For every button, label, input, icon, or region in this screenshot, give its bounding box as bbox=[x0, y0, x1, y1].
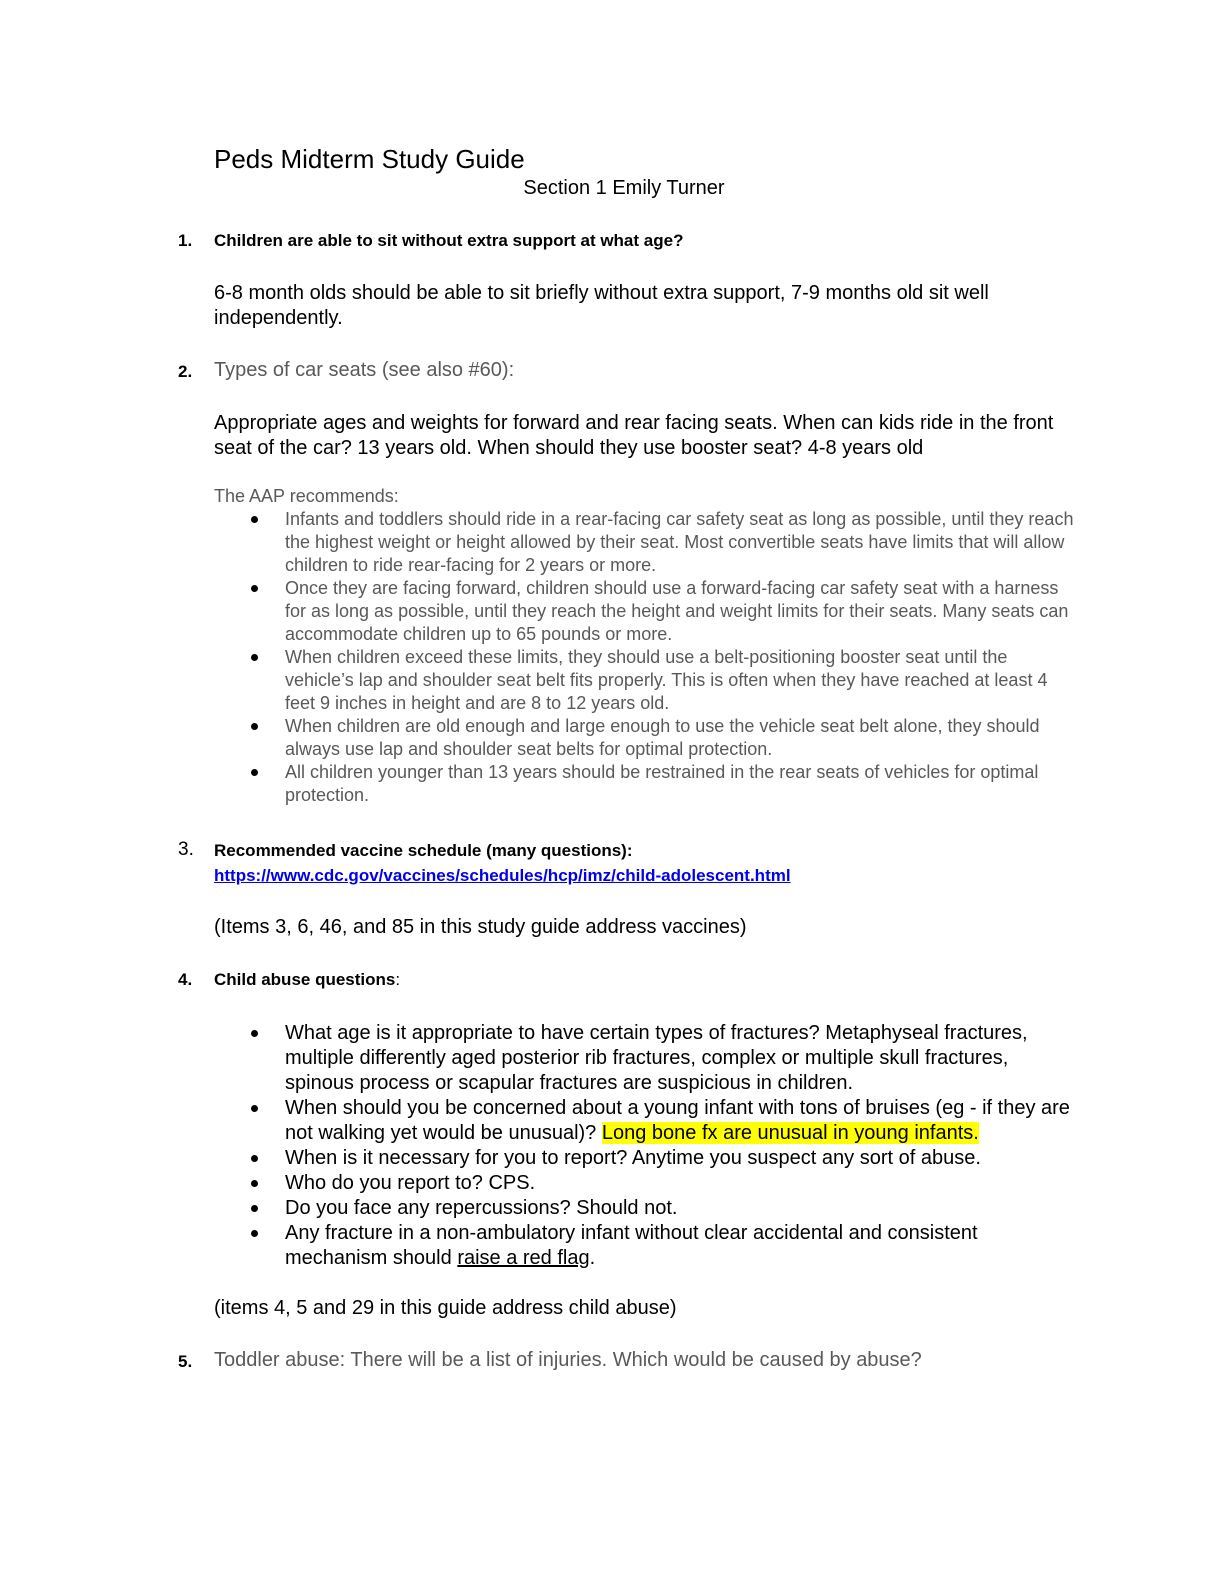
q3-question: Recommended vaccine schedule (many questions): bbox=[214, 841, 633, 860]
bullet-icon bbox=[251, 1105, 258, 1112]
list-item: Any fracture in a non-ambulatory infant without clear accidental and consistent mechanism should raise a red flag. bbox=[214, 1221, 1074, 1271]
bullet-icon bbox=[251, 1230, 258, 1237]
bullet-icon bbox=[251, 1155, 258, 1162]
list-item: Who do you report to? CPS. bbox=[214, 1171, 1074, 1196]
q1-number: 1. bbox=[178, 231, 193, 250]
underlined-text: raise a red flag bbox=[457, 1247, 590, 1269]
q1-answer: 6-8 month olds should be able to sit briefly without extra support, 7-9 months old sit well independently. bbox=[214, 282, 989, 329]
document-title: Peds Midterm Study Guide bbox=[214, 144, 525, 174]
list-item: Once they are facing forward, children should use a forward-facing car safety seat with a harness for as long as possible, until they reach the height and weight limits for their seats. Many seats can accommodate children up to 65 pounds or more. bbox=[214, 577, 1074, 646]
highlighted-text: Long bone fx are unusual in young infants. bbox=[601, 1122, 979, 1144]
vaccine-schedule-link[interactable]: https://www.cdc.gov/vaccines/schedules/hcp/imz/child-adolescent.html bbox=[214, 866, 791, 885]
q4-question: Child abuse questions bbox=[214, 970, 396, 989]
q3-link-wrap bbox=[214, 864, 791, 888]
list-item: What age is it appropriate to have certain types of fractures? Metaphyseal fractures, multiple differently aged posterior rib fractures, complex or multiple skull fractures, spinous process or scapular fractures are suspicious in children. bbox=[214, 1021, 1074, 1096]
q3-note: (Items 3, 6, 46, and 85 in this study guide address vaccines) bbox=[214, 916, 747, 938]
q4-note: (items 4, 5 and 29 in this guide address child abuse) bbox=[214, 1297, 677, 1319]
bullet-icon bbox=[251, 723, 258, 730]
q5-question: Toddler abuse: There will be a list of injuries. Which would be caused by abuse? bbox=[214, 1349, 922, 1371]
q2-aap-label: The AAP recommends: bbox=[214, 486, 399, 506]
bullet-icon bbox=[251, 1205, 258, 1212]
q4-bullet-list bbox=[214, 1021, 1074, 1271]
q2-text: Appropriate ages and weights for forward and rear facing seats. When can kids ride in the front seat of the car? 13 years old. When should they use booster seat? 4-8 years old bbox=[214, 412, 1054, 459]
q4-heading bbox=[214, 968, 400, 992]
bullet-icon bbox=[251, 1180, 258, 1187]
q2-number: 2. bbox=[178, 362, 193, 381]
bullet-icon bbox=[251, 769, 258, 776]
q3-number: 3. bbox=[178, 839, 194, 860]
bullet-icon bbox=[251, 516, 258, 523]
bullet-icon bbox=[251, 654, 258, 661]
document-subtitle: Section 1 Emily Turner bbox=[523, 177, 725, 199]
list-item: When is it necessary for you to report? Anytime you suspect any sort of abuse. bbox=[214, 1146, 1074, 1171]
list-item: Infants and toddlers should ride in a rear-facing car safety seat as long as possible, until they reach the highest weight or height allowed by their seat. Most convertible seats have limits that will allow children to ride rear-facing for 2 years or more. bbox=[214, 508, 1074, 577]
list-item: When should you be concerned about a young infant with tons of bruises (eg - if they are not walking yet would be unusual)? Long bone fx are unusual in young infants. bbox=[214, 1096, 1074, 1146]
bullet-icon bbox=[251, 585, 258, 592]
q2-question: Types of car seats (see also #60): bbox=[214, 359, 515, 381]
q5-number: 5. bbox=[178, 1352, 193, 1371]
list-item: Do you face any repercussions? Should not. bbox=[214, 1196, 1074, 1221]
q1-question: Children are able to sit without extra support at what age? bbox=[214, 231, 684, 250]
q4-number: 4. bbox=[178, 970, 193, 989]
q2-bullet-list bbox=[214, 508, 1074, 807]
q4-colon: : bbox=[395, 970, 401, 989]
list-item: When children are old enough and large enough to use the vehicle seat belt alone, they should always use lap and shoulder seat belts for optimal protection. bbox=[214, 715, 1074, 761]
bullet-icon bbox=[251, 1030, 258, 1037]
list-item: All children younger than 13 years should be restrained in the rear seats of vehicles for optimal protection. bbox=[214, 761, 1074, 807]
list-item: When children exceed these limits, they should use a belt-positioning booster seat until the vehicle’s lap and shoulder seat belt fits properly. This is often when they have reached at least 4 feet 9 inches in height and are 8 to 12 years old. bbox=[214, 646, 1074, 715]
